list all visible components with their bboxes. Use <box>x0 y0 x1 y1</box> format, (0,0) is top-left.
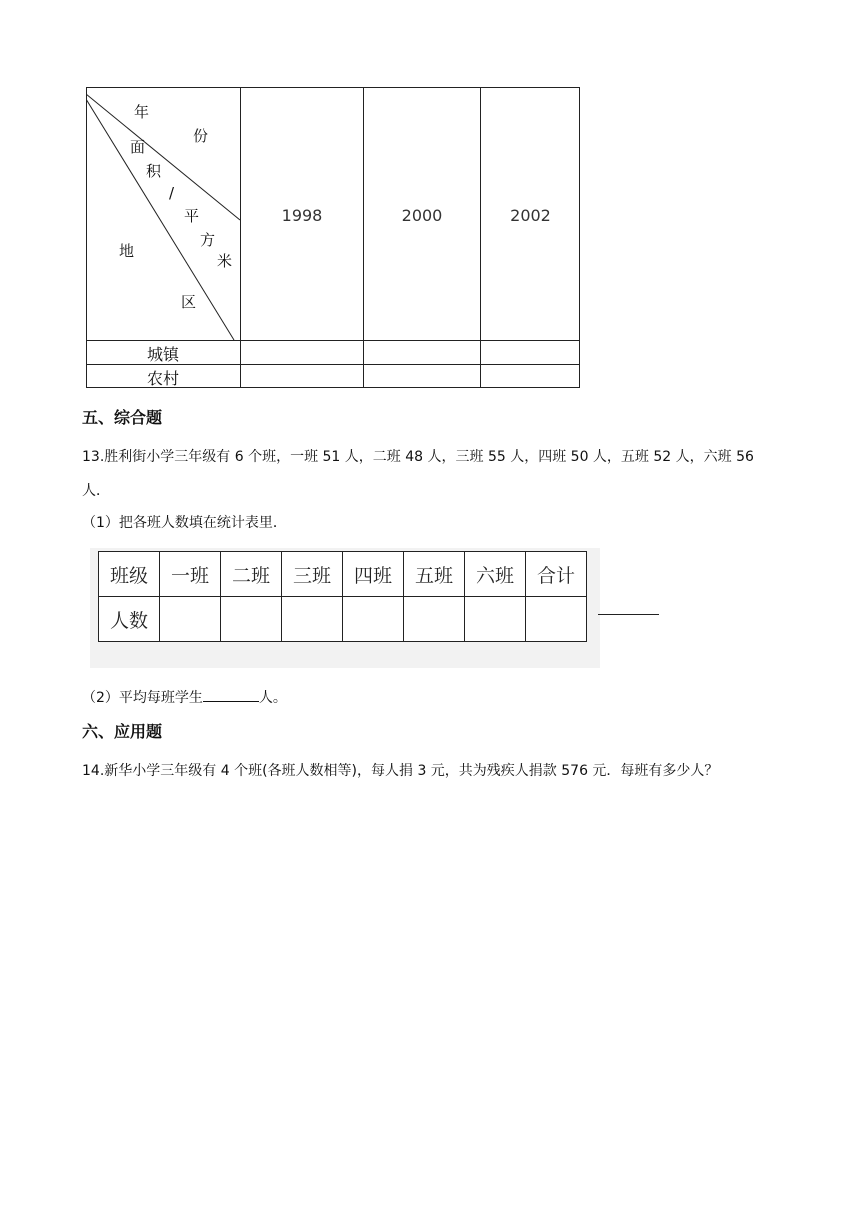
row-label-urban: 城镇 <box>146 345 179 364</box>
statistics-table-area <box>86 87 580 388</box>
table-header-cell: 二班 <box>221 552 282 597</box>
question-13-text-line1: 13.胜利街小学三年级有 6 个班，一班 51 人，二班 48 人，三班 55 人，四班 50 人，五班 52 人，六班 56 <box>82 449 754 465</box>
header-area-char-2: 积 <box>146 162 162 180</box>
table-header-cell: 合计 <box>526 552 587 597</box>
fill-in-blank[interactable] <box>203 689 259 702</box>
row-label-rural: 农村 <box>146 369 179 388</box>
empty-cell[interactable] <box>465 597 526 642</box>
part-2-prefix: （2）平均每班学生 <box>82 690 203 706</box>
header-year-char: 年 <box>134 103 150 121</box>
header-region-char-2: 区 <box>181 293 197 311</box>
table-header-cell: 一班 <box>160 552 221 597</box>
year-2002: 2002 <box>510 206 551 225</box>
empty-cell[interactable] <box>526 597 587 642</box>
header-area-char-3: 平 <box>184 207 200 225</box>
question-13-part-2 <box>82 689 287 705</box>
header-area-char-4: 方 <box>200 231 216 249</box>
table-header-cell: 六班 <box>465 552 526 597</box>
question-13-text-line2: 人． <box>82 483 110 499</box>
table-header-cell: 班级 <box>99 552 160 597</box>
empty-cell[interactable] <box>160 597 221 642</box>
header-region-char: 地 <box>119 242 135 260</box>
section-5-title: 五、综合题 <box>82 408 163 427</box>
question-14-text: 14.新华小学三年级有 4 个班(各班人数相等)，每人捐 3 元，共为残疾人捐款 576 元．每班有多少人？ <box>82 763 719 779</box>
table-header-cell: 四班 <box>343 552 404 597</box>
part-2-suffix: 人。 <box>258 690 287 706</box>
question-13-part-1: （1）把各班人数填在统计表里． <box>82 515 287 531</box>
header-area-char-1: 面 <box>130 138 146 156</box>
header-area-slash: / <box>169 184 175 202</box>
empty-cell[interactable] <box>282 597 343 642</box>
header-year-char-2: 份 <box>193 127 209 145</box>
year-1998: 1998 <box>281 206 323 225</box>
section-6-title: 六、应用题 <box>82 722 163 741</box>
table-header-cell: 五班 <box>404 552 465 597</box>
empty-cell[interactable] <box>343 597 404 642</box>
table-row-label: 人数 <box>99 597 160 642</box>
diagonal-line-2 <box>86 99 234 340</box>
header-area-char-5: 米 <box>217 252 233 270</box>
empty-cell[interactable] <box>221 597 282 642</box>
table-row <box>99 552 587 597</box>
year-2000: 2000 <box>401 206 443 225</box>
diagonal-line-1 <box>86 94 240 220</box>
answer-line <box>598 614 659 615</box>
class-count-table <box>98 551 587 642</box>
table-header-cell: 三班 <box>282 552 343 597</box>
table-row <box>99 597 587 642</box>
empty-cell[interactable] <box>404 597 465 642</box>
